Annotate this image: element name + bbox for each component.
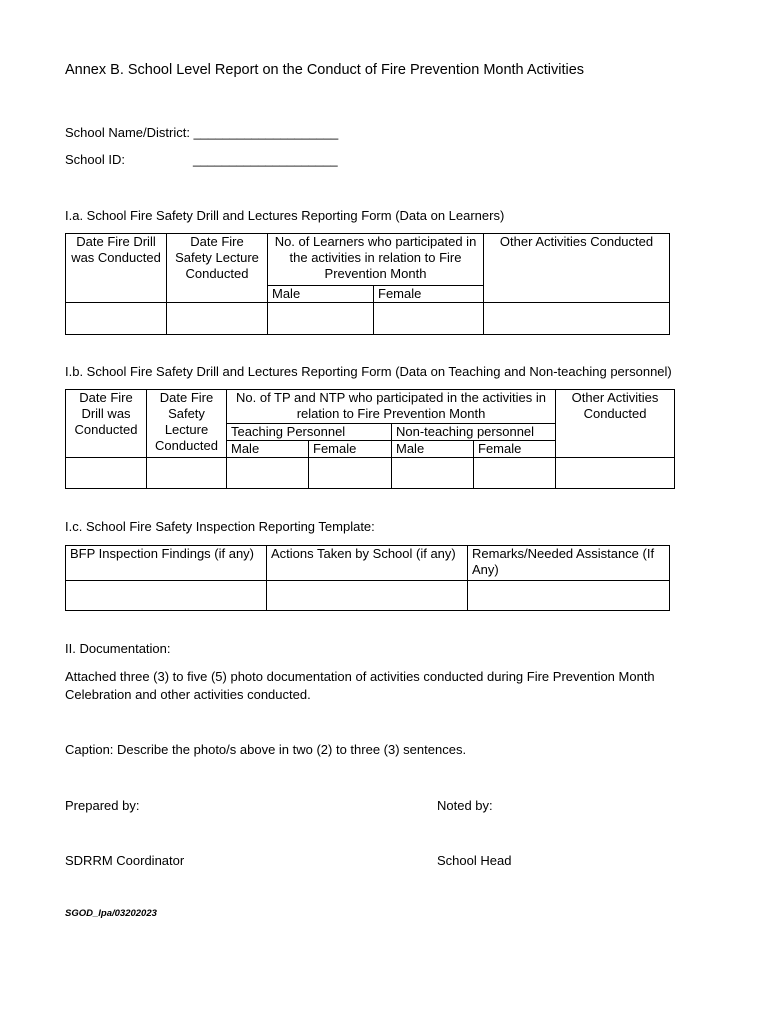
documentation-body: Attached three (3) to five (5) photo documentation of activities conducted during Fire Prevention Month Celebration and other activities conducted. xyxy=(65,669,655,702)
cell-male[interactable] xyxy=(268,303,374,335)
noted-by-label: Noted by: xyxy=(437,798,493,813)
learners-table xyxy=(65,233,670,335)
section-ii-heading: II. Documentation: xyxy=(65,641,171,656)
header-tp-date-drill: Date Fire Drill was Conducted xyxy=(66,390,147,458)
header-teaching: Teaching Personnel xyxy=(227,424,392,441)
cell-actions-taken[interactable] xyxy=(267,581,468,611)
section-ib-heading: I.b. School Fire Safety Drill and Lectures Reporting Form (Data on Teaching and Non-teaching personnel) xyxy=(65,364,672,379)
header-tp-date-lecture: Date Fire Safety Lecture Conducted xyxy=(147,390,227,458)
section-ic-heading xyxy=(65,519,375,534)
header-other-activities: Other Activities Conducted xyxy=(484,234,670,303)
header-tp-ntp: No. of TP and NTP who participated in the activities in relation to Fire Prevention Month xyxy=(227,390,556,424)
school-id-line: ____________________ xyxy=(193,152,338,167)
cell-female[interactable] xyxy=(374,303,484,335)
header-nonteaching-male: Male xyxy=(392,441,474,458)
header-date-lecture: Date Fire Safety Lecture Conducted xyxy=(167,234,268,303)
cell-bfp-findings[interactable] xyxy=(66,581,267,611)
page-title: Annex B. School Level Report on the Conduct of Fire Prevention Month Activities xyxy=(65,62,585,78)
section-ia-heading: I.a. School Fire Safety Drill and Lectures Reporting Form (Data on Learners) xyxy=(65,208,505,223)
header-non-teaching: Non-teaching personnel xyxy=(392,424,556,441)
school-name-field: School Name/District: ____________________ xyxy=(65,125,339,140)
header-learners: No. of Learners who participated in the activities in relation to Fire Prevention Month xyxy=(268,234,484,286)
header-female: Female xyxy=(374,286,484,303)
header-date-drill: Date Fire Drill was Conducted xyxy=(66,234,167,303)
cell-tp-date-drill[interactable] xyxy=(66,458,147,489)
cell-date-drill[interactable] xyxy=(66,303,167,335)
cell-remarks[interactable] xyxy=(468,581,670,611)
header-remarks: Remarks/Needed Assistance (If Any) xyxy=(468,546,670,581)
section-ic-title: School Fire Safety Inspection Reporting Template: xyxy=(85,519,375,534)
personnel-table xyxy=(65,389,675,489)
cell-teaching-male[interactable] xyxy=(227,458,309,489)
inspection-table xyxy=(65,545,670,611)
prepared-by-role: SDRRM Coordinator xyxy=(65,853,185,868)
cell-teaching-female[interactable] xyxy=(309,458,392,489)
cell-tp-date-lecture[interactable] xyxy=(147,458,227,489)
noted-by-role: School Head xyxy=(437,853,512,868)
header-male: Male xyxy=(268,286,374,303)
header-bfp-findings: BFP Inspection Findings (if any) xyxy=(66,546,267,581)
header-teaching-female: Female xyxy=(309,441,392,458)
section-ic-prefix: I.c. xyxy=(65,519,83,534)
school-id-label: School ID: xyxy=(65,152,125,167)
header-actions-taken: Actions Taken by School (if any) xyxy=(267,546,468,581)
caption-instruction: Caption: Describe the photo/s above in two (2) to three (3) sentences. xyxy=(65,742,467,757)
cell-tp-other[interactable] xyxy=(556,458,675,489)
header-teaching-male: Male xyxy=(227,441,309,458)
header-tp-other: Other Activities Conducted xyxy=(556,390,675,458)
cell-nonteaching-male[interactable] xyxy=(392,458,474,489)
prepared-by-label: Prepared by: xyxy=(65,798,140,813)
footer-code: SGOD_lpa/03202023 xyxy=(65,908,157,919)
cell-other[interactable] xyxy=(484,303,670,335)
header-nonteaching-female: Female xyxy=(474,441,556,458)
cell-date-lecture[interactable] xyxy=(167,303,268,335)
cell-nonteaching-female[interactable] xyxy=(474,458,556,489)
